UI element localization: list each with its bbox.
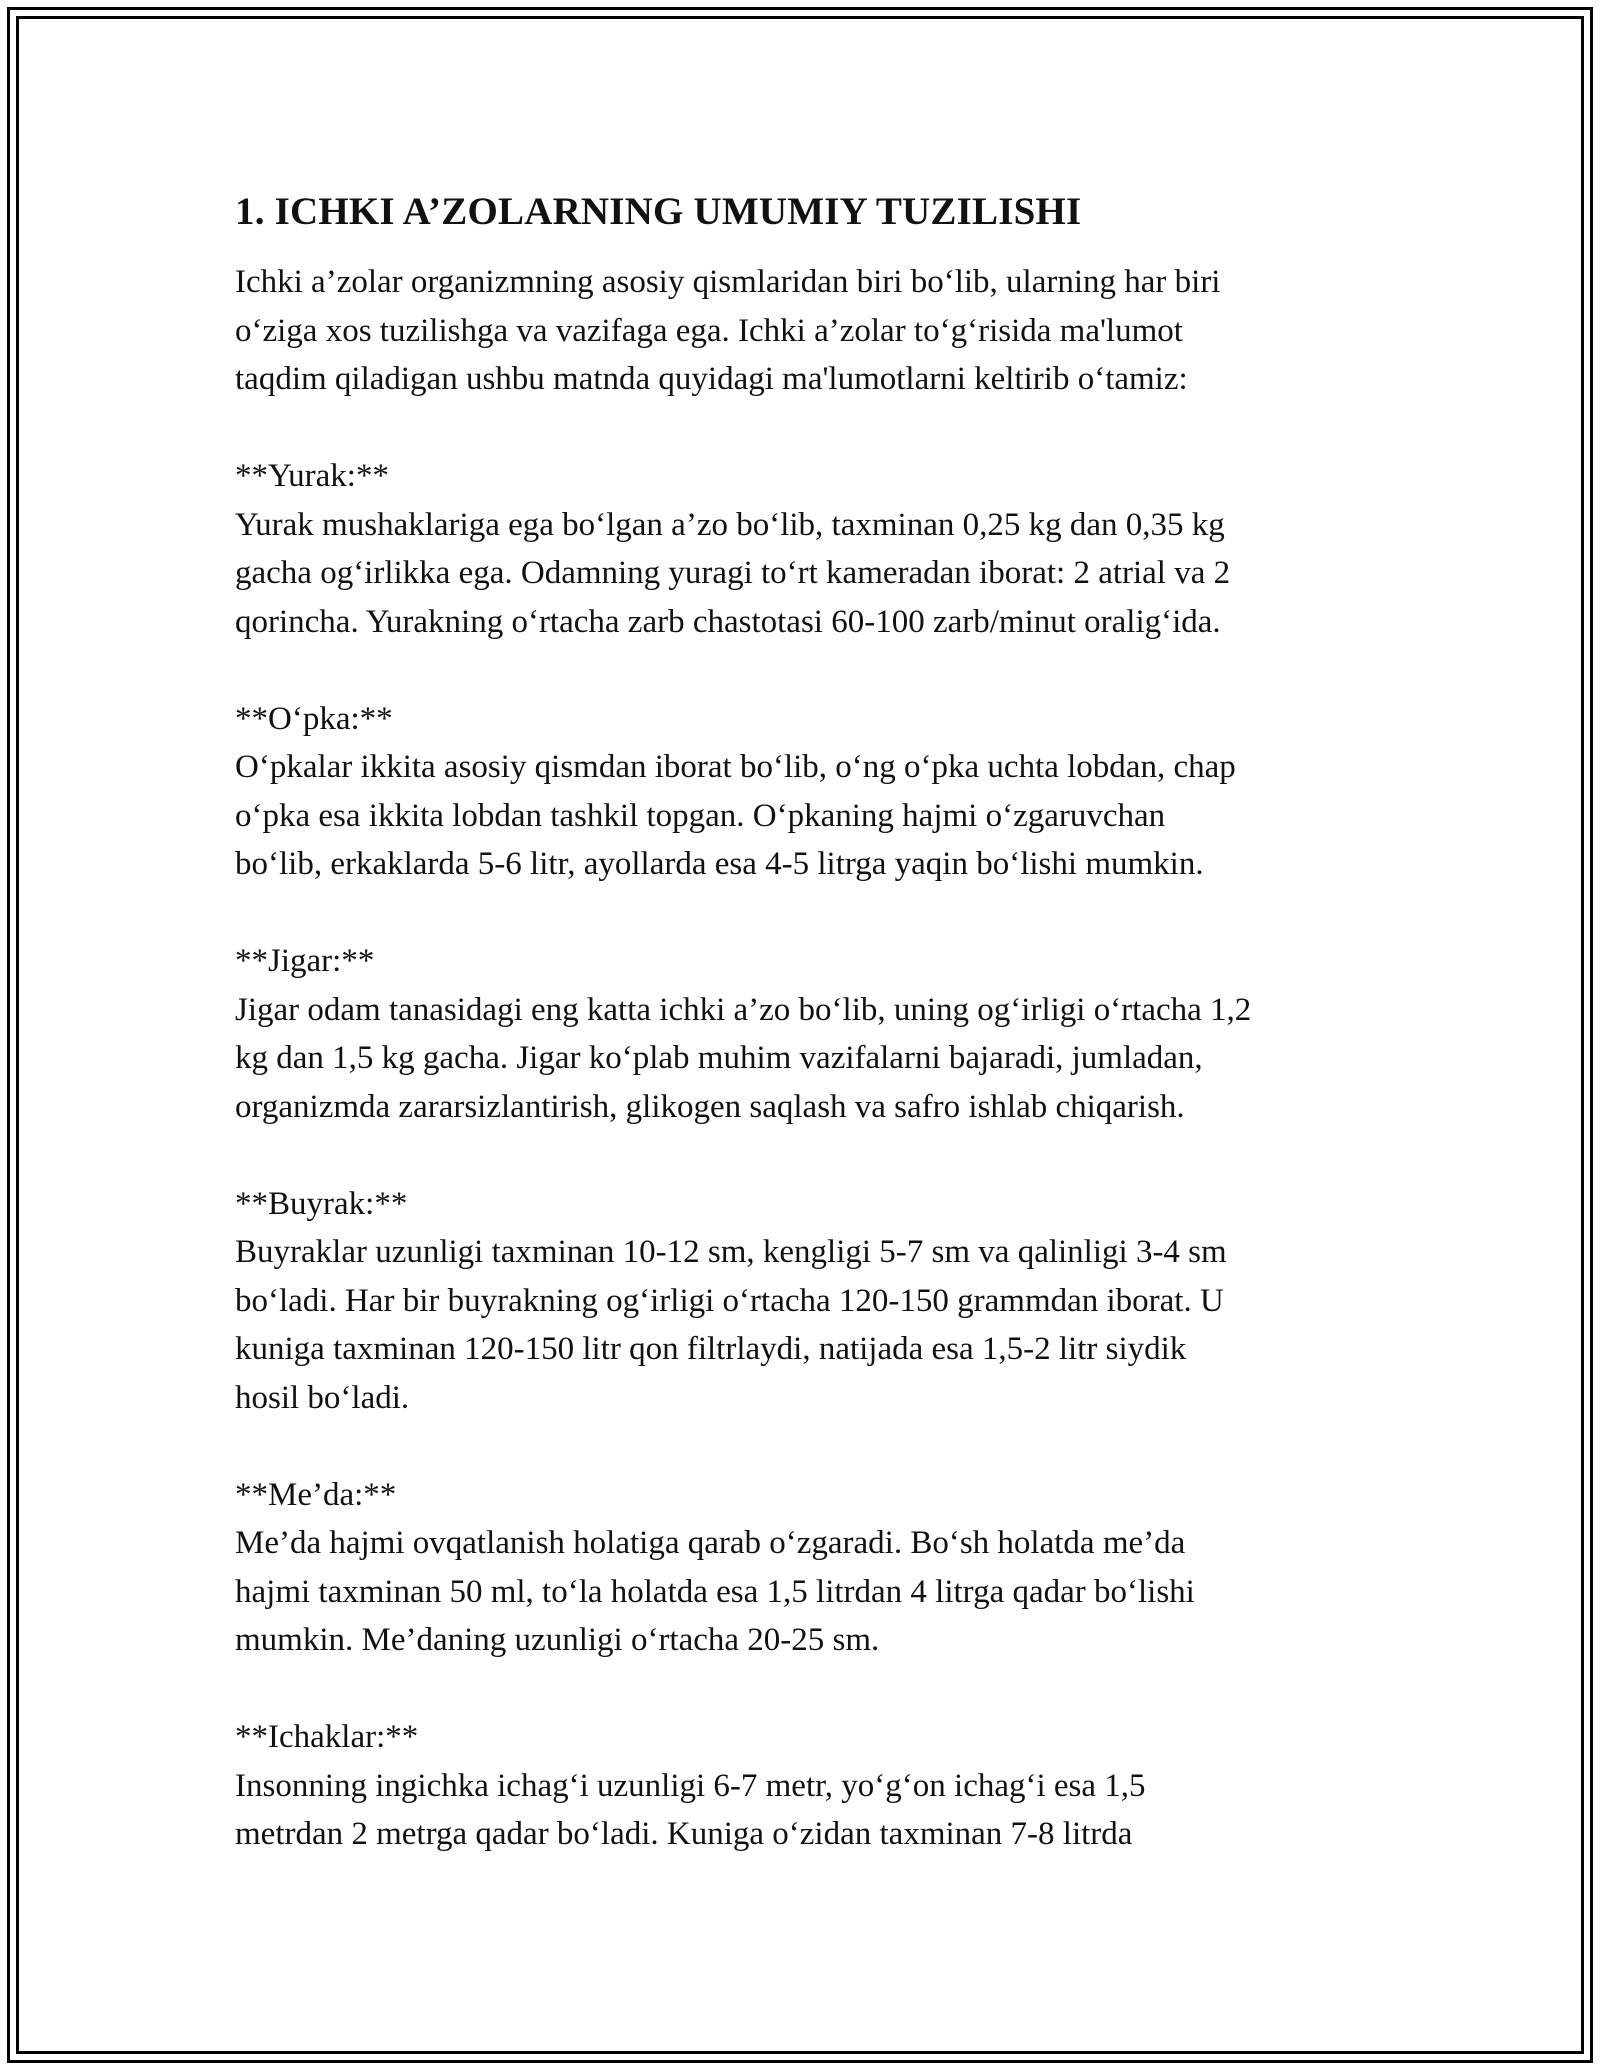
section-line: Insonning ingichka ichag‘i uzunligi 6-7 metr, yo‘g‘on ichag‘i esa 1,5 [235,1767,1146,1804]
section-line: o‘pka esa ikkita lobdan tashkil topgan. O‘pkaning hajmi o‘zgaruvchan [235,797,1166,834]
intro-line: taqdim qiladigan ushbu matnda quyidagi ma'lumotlarni keltirib o‘tamiz: [235,361,1188,397]
section-line: metrdan 2 metrga qadar bo‘ladi. Kuniga o‘zidan taxminan 7-8 litrda [235,1816,1133,1852]
section-line: organizmda zararsizlantirish, glikogen saqlash va safro ishlab chiqarish. [235,1088,1185,1125]
section-heading: **Buyrak:** [235,1185,408,1222]
intro-line: Ichki a’zolar organizmning asosiy qismlaridan biri bo‘lib, ularning har biri [235,264,1221,300]
section-meda [235,1471,1385,1665]
section-line: gacha og‘irlikka ega. Odamning yuragi to‘rt kameradan iborat: 2 atrial va 2 [235,555,1231,591]
section-heading: **Jigar:** [235,943,375,979]
section-line: mumkin. Me’daning uzunligi o‘rtacha 20-25 sm. [235,1622,880,1658]
document-body [235,188,1385,1907]
section-heading: **O‘pka:** [235,700,393,737]
section-heading: **Ichaklar:** [235,1719,419,1755]
section-heading: **Me’da:** [235,1476,397,1513]
section-opka [235,695,1385,889]
section-ichaklar [235,1713,1385,1859]
section-jigar [235,937,1385,1131]
section-yurak [235,452,1385,646]
section-line: Jigar odam tanasidagi eng katta ichki a’zo bo‘lib, uning og‘irligi o‘rtacha 1,2 [235,991,1252,1028]
section-line: O‘pkalar ikkita asosiy qismdan iborat bo‘lib, o‘ng o‘pka uchta lobdan, chap [235,749,1236,785]
section-line: kuniga taxminan 120-150 litr qon filtrlaydi, natijada esa 1,5-2 litr siydik [235,1331,1187,1367]
section-heading: **Yurak:** [235,458,389,494]
section-line: bo‘ladi. Har bir buyrakning og‘irligi o‘rtacha 120-150 grammdan iborat. U [235,1282,1224,1319]
document-title: 1. ICHKI A’ZOLARNING UMUMIY TUZILISHI [235,190,1082,233]
section-line: hajmi taxminan 50 ml, to‘la holatda esa 1,5 litrdan 4 litrga qadar bo‘lishi [235,1573,1195,1610]
intro-line: o‘ziga xos tuzilishga va vazifaga ega. Ichki a’zolar to‘g‘risida ma'lumot [235,312,1183,349]
section-line: Buyraklar uzunligi taxminan 10-12 sm, kengligi 5-7 sm va qalinligi 3-4 sm [235,1234,1227,1270]
section-line: bo‘lib, erkaklarda 5-6 litr, ayollarda esa 4-5 litrga yaqin bo‘lishi mumkin. [235,846,1204,882]
section-buyrak [235,1180,1385,1423]
section-line: qorincha. Yurakning o‘rtacha zarb chastotasi 60-100 zarb/minut oralig‘ida. [235,603,1221,640]
section-line: Me’da hajmi ovqatlanish holatiga qarab o‘zgaradi. Bo‘sh holatda me’da [235,1525,1186,1561]
section-line: hosil bo‘ladi. [235,1379,410,1416]
section-line: Yurak mushaklariga ega bo‘lgan a’zo bo‘lib, taxminan 0,25 kg dan 0,35 kg [235,506,1225,543]
section-line: kg dan 1,5 kg gacha. Jigar ko‘plab muhim vazifalarni bajaradi, jumladan, [235,1040,1203,1076]
intro-paragraph [235,258,1385,404]
